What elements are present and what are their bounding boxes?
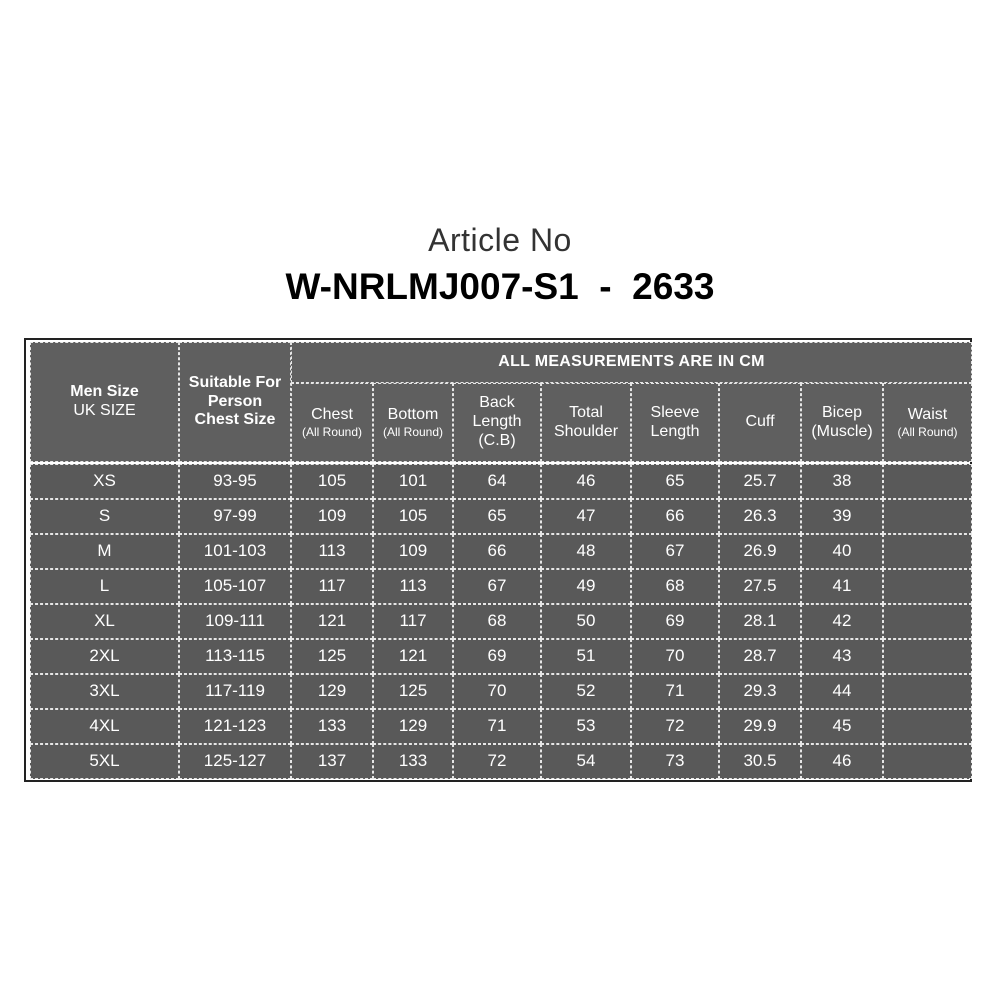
measurement-cell xyxy=(291,569,373,604)
measurement-cell xyxy=(291,534,373,569)
size-cell xyxy=(30,744,179,779)
size-cell xyxy=(30,674,179,709)
measurement-cell xyxy=(453,604,541,639)
measurement-cell xyxy=(373,464,453,499)
measurement-value: 47 xyxy=(576,506,596,526)
column-header-sublabel: (All Round) xyxy=(382,424,444,439)
size-cell xyxy=(30,464,179,499)
measurement-cell xyxy=(291,499,373,534)
chest-range-value: 109-111 xyxy=(205,611,265,631)
measurement-value: 30.5 xyxy=(743,751,777,771)
measurement-cell xyxy=(373,534,453,569)
measurement-value: 50 xyxy=(576,611,596,631)
measurement-cell xyxy=(801,674,883,709)
measurement-cell xyxy=(719,499,801,534)
measurement-value: 42 xyxy=(832,611,852,631)
measurement-cell xyxy=(631,709,719,744)
measurement-cell xyxy=(453,709,541,744)
measurement-value: 66 xyxy=(665,506,685,526)
chest-range-cell xyxy=(179,744,291,779)
measurement-value: 27.5 xyxy=(743,576,777,596)
measurement-value: 133 xyxy=(398,751,428,771)
measurement-cell xyxy=(719,709,801,744)
measurement-cell xyxy=(801,464,883,499)
measurement-cell xyxy=(541,569,631,604)
measurement-value: 113 xyxy=(399,576,427,596)
column-header-label: (Muscle) xyxy=(811,422,873,440)
measurement-value: 121 xyxy=(398,646,428,666)
measurement-cell xyxy=(719,744,801,779)
measurement-value: 125 xyxy=(317,646,347,666)
size-value: L xyxy=(99,576,110,596)
column-header xyxy=(883,383,972,462)
measurement-value: 28.7 xyxy=(743,646,777,666)
column-header-label: (C.B) xyxy=(478,431,516,449)
measurement-cell xyxy=(541,709,631,744)
chest-size-header xyxy=(179,342,291,462)
chest-range-value: 101-103 xyxy=(203,541,267,561)
measurement-cell xyxy=(291,709,373,744)
measurement-value: 49 xyxy=(576,576,596,596)
measurement-value: 28.1 xyxy=(743,611,777,631)
size-value: S xyxy=(98,506,111,526)
measurement-cell xyxy=(883,709,972,744)
measurement-cell xyxy=(719,569,801,604)
measurement-value: 133 xyxy=(317,716,347,736)
column-header xyxy=(719,383,801,462)
size-value: XL xyxy=(94,611,115,631)
measurement-cell xyxy=(541,499,631,534)
measurement-cell xyxy=(801,639,883,674)
measurement-cell xyxy=(719,534,801,569)
chest-range-value: 117-119 xyxy=(205,681,265,701)
measurement-cell xyxy=(631,499,719,534)
size-value: 2XL xyxy=(89,646,120,666)
measurement-value: 26.9 xyxy=(743,541,777,561)
column-header-label: Bottom xyxy=(387,405,439,423)
measurement-value: 53 xyxy=(576,716,596,736)
column-header-sublabel: (All Round) xyxy=(897,424,958,439)
column-header xyxy=(801,383,883,462)
column-header-label: Waist xyxy=(907,405,948,423)
measurement-cell xyxy=(631,534,719,569)
size-value: XS xyxy=(93,471,116,491)
measurement-cell xyxy=(801,534,883,569)
measurement-cell xyxy=(291,604,373,639)
chest-range-cell xyxy=(179,499,291,534)
measurement-value: 121 xyxy=(317,611,347,631)
measurement-value: 117 xyxy=(318,576,346,596)
measurement-cell xyxy=(453,499,541,534)
measurement-value: 26.3 xyxy=(743,506,777,526)
measurement-cell xyxy=(719,604,801,639)
measurement-cell xyxy=(719,639,801,674)
column-header xyxy=(453,383,541,462)
measurement-cell xyxy=(883,604,972,639)
measurement-value: 69 xyxy=(665,611,685,631)
measurement-value: 109 xyxy=(398,541,428,561)
article-label: Article No xyxy=(428,222,572,258)
chest-range-value: 125-127 xyxy=(203,751,267,771)
column-header-label: Length xyxy=(472,413,522,431)
measurement-cell xyxy=(541,464,631,499)
size-cell xyxy=(30,709,179,744)
measurement-value: 117 xyxy=(399,611,427,631)
measurement-cell xyxy=(631,639,719,674)
article-number: W-NRLMJ007-S1 - 2633 xyxy=(285,266,715,307)
measurement-value: 43 xyxy=(832,646,852,666)
measurement-cell xyxy=(883,499,972,534)
measurement-value: 129 xyxy=(317,681,347,701)
measurement-value: 40 xyxy=(832,541,852,561)
measurement-cell xyxy=(801,569,883,604)
size-value: 5XL xyxy=(89,751,120,771)
column-header xyxy=(631,383,719,462)
column-header-label: Length xyxy=(650,422,700,440)
chest-range-value: 97-99 xyxy=(213,506,257,526)
measurement-cell xyxy=(541,639,631,674)
measurement-cell xyxy=(631,674,719,709)
chest-range-cell xyxy=(179,709,291,744)
size-value: 4XL xyxy=(89,716,120,736)
chest-size-label-line3: Chest Size xyxy=(194,411,276,429)
measurement-value: 64 xyxy=(487,471,507,491)
chest-range-cell xyxy=(179,464,291,499)
measurement-cell xyxy=(801,499,883,534)
column-header-label: Back xyxy=(479,394,515,412)
measurement-cell xyxy=(883,569,972,604)
measurement-cell xyxy=(373,639,453,674)
measurement-cell xyxy=(373,674,453,709)
measurement-cell xyxy=(631,744,719,779)
men-size-label: Men Size xyxy=(70,383,139,401)
measurement-value: 101 xyxy=(398,471,428,491)
column-header-label: Bicep xyxy=(821,403,863,421)
size-cell xyxy=(30,569,179,604)
measurement-value: 52 xyxy=(576,681,596,701)
measurement-cell xyxy=(373,569,453,604)
measurement-cell xyxy=(373,499,453,534)
measurement-cell xyxy=(801,744,883,779)
chest-range-value: 121-123 xyxy=(203,716,267,736)
measurement-value: 44 xyxy=(832,681,852,701)
measurement-cell xyxy=(453,534,541,569)
size-value: M xyxy=(97,541,112,561)
column-header-label: Sleeve xyxy=(650,403,700,421)
chest-size-label-line1: Suitable For xyxy=(188,373,282,391)
measurement-value: 67 xyxy=(665,541,685,561)
measurement-value: 70 xyxy=(665,646,685,666)
measurement-value: 41 xyxy=(832,576,852,596)
measurement-cell xyxy=(541,604,631,639)
chest-range-value: 93-95 xyxy=(213,471,257,491)
measurement-value: 25.7 xyxy=(743,471,777,491)
measurement-value: 72 xyxy=(487,751,507,771)
measurement-cell xyxy=(883,639,972,674)
measurement-value: 73 xyxy=(665,751,685,771)
measurement-value: 39 xyxy=(832,506,852,526)
measurement-cell xyxy=(453,674,541,709)
measurement-value: 29.9 xyxy=(743,716,777,736)
measurement-value: 45 xyxy=(832,716,852,736)
measurement-value: 51 xyxy=(576,646,596,666)
chest-range-cell xyxy=(179,639,291,674)
measurement-value: 137 xyxy=(317,751,347,771)
column-header-label: Cuff xyxy=(745,413,775,431)
measurements-banner-text: ALL MEASUREMENTS ARE IN CM xyxy=(498,353,765,371)
measurement-value: 54 xyxy=(576,751,596,771)
chest-range-value: 105-107 xyxy=(203,576,267,596)
size-value: 3XL xyxy=(89,681,120,701)
measurement-cell xyxy=(373,709,453,744)
measurement-cell xyxy=(453,464,541,499)
measurement-value: 66 xyxy=(487,541,507,561)
measurement-value: 72 xyxy=(665,716,685,736)
measurement-value: 46 xyxy=(832,751,852,771)
measurement-cell xyxy=(719,674,801,709)
measurement-cell xyxy=(453,744,541,779)
size-chart-table xyxy=(24,338,972,782)
column-header xyxy=(541,383,631,462)
men-size-header xyxy=(30,342,179,462)
measurement-value: 129 xyxy=(398,716,428,736)
measurement-value: 125 xyxy=(398,681,428,701)
measurement-cell xyxy=(801,604,883,639)
measurement-cell xyxy=(883,744,972,779)
measurement-cell xyxy=(719,464,801,499)
measurement-value: 70 xyxy=(487,681,507,701)
measurement-cell xyxy=(291,639,373,674)
size-cell xyxy=(30,604,179,639)
measurement-cell xyxy=(801,709,883,744)
measurement-cell xyxy=(541,534,631,569)
measurement-value: 68 xyxy=(665,576,685,596)
measurement-cell xyxy=(631,464,719,499)
column-header-sublabel: (All Round) xyxy=(301,424,363,439)
measurement-value: 48 xyxy=(576,541,596,561)
chest-range-cell xyxy=(179,569,291,604)
measurement-value: 71 xyxy=(665,681,685,701)
size-cell xyxy=(30,499,179,534)
measurement-cell xyxy=(291,744,373,779)
size-cell xyxy=(30,534,179,569)
column-header-label: Shoulder xyxy=(553,422,619,440)
chest-range-value: 113-115 xyxy=(205,646,265,666)
measurement-value: 38 xyxy=(832,471,852,491)
measurement-value: 67 xyxy=(487,576,507,596)
measurement-cell xyxy=(541,674,631,709)
measurement-value: 46 xyxy=(576,471,596,491)
chest-range-cell xyxy=(179,534,291,569)
measurement-cell xyxy=(883,534,972,569)
size-cell xyxy=(30,639,179,674)
measurement-value: 105 xyxy=(398,506,428,526)
measurement-cell xyxy=(291,674,373,709)
measurement-cell xyxy=(883,674,972,709)
measurement-cell xyxy=(373,744,453,779)
column-header-label: Total xyxy=(569,403,603,421)
measurement-cell xyxy=(631,604,719,639)
measurement-value: 65 xyxy=(487,506,507,526)
measurements-banner xyxy=(291,342,972,383)
measurement-cell xyxy=(631,569,719,604)
measurement-cell xyxy=(883,464,972,499)
measurement-cell xyxy=(453,569,541,604)
column-header xyxy=(373,383,453,462)
column-header-label: Chest xyxy=(311,405,353,423)
chest-range-cell xyxy=(179,674,291,709)
chest-size-label-line2: Person xyxy=(207,392,263,410)
measurement-value: 113 xyxy=(318,541,346,561)
measurement-value: 68 xyxy=(487,611,507,631)
measurement-cell xyxy=(541,744,631,779)
chest-range-cell xyxy=(179,604,291,639)
measurement-value: 69 xyxy=(487,646,507,666)
measurement-value: 29.3 xyxy=(743,681,777,701)
measurement-value: 71 xyxy=(487,716,507,736)
uk-size-label: UK SIZE xyxy=(73,402,136,419)
measurement-cell xyxy=(373,604,453,639)
measurement-value: 109 xyxy=(317,506,347,526)
measurement-cell xyxy=(453,639,541,674)
measurement-value: 65 xyxy=(665,471,685,491)
measurement-value: 105 xyxy=(317,471,347,491)
column-header xyxy=(291,383,373,462)
measurement-cell xyxy=(291,464,373,499)
